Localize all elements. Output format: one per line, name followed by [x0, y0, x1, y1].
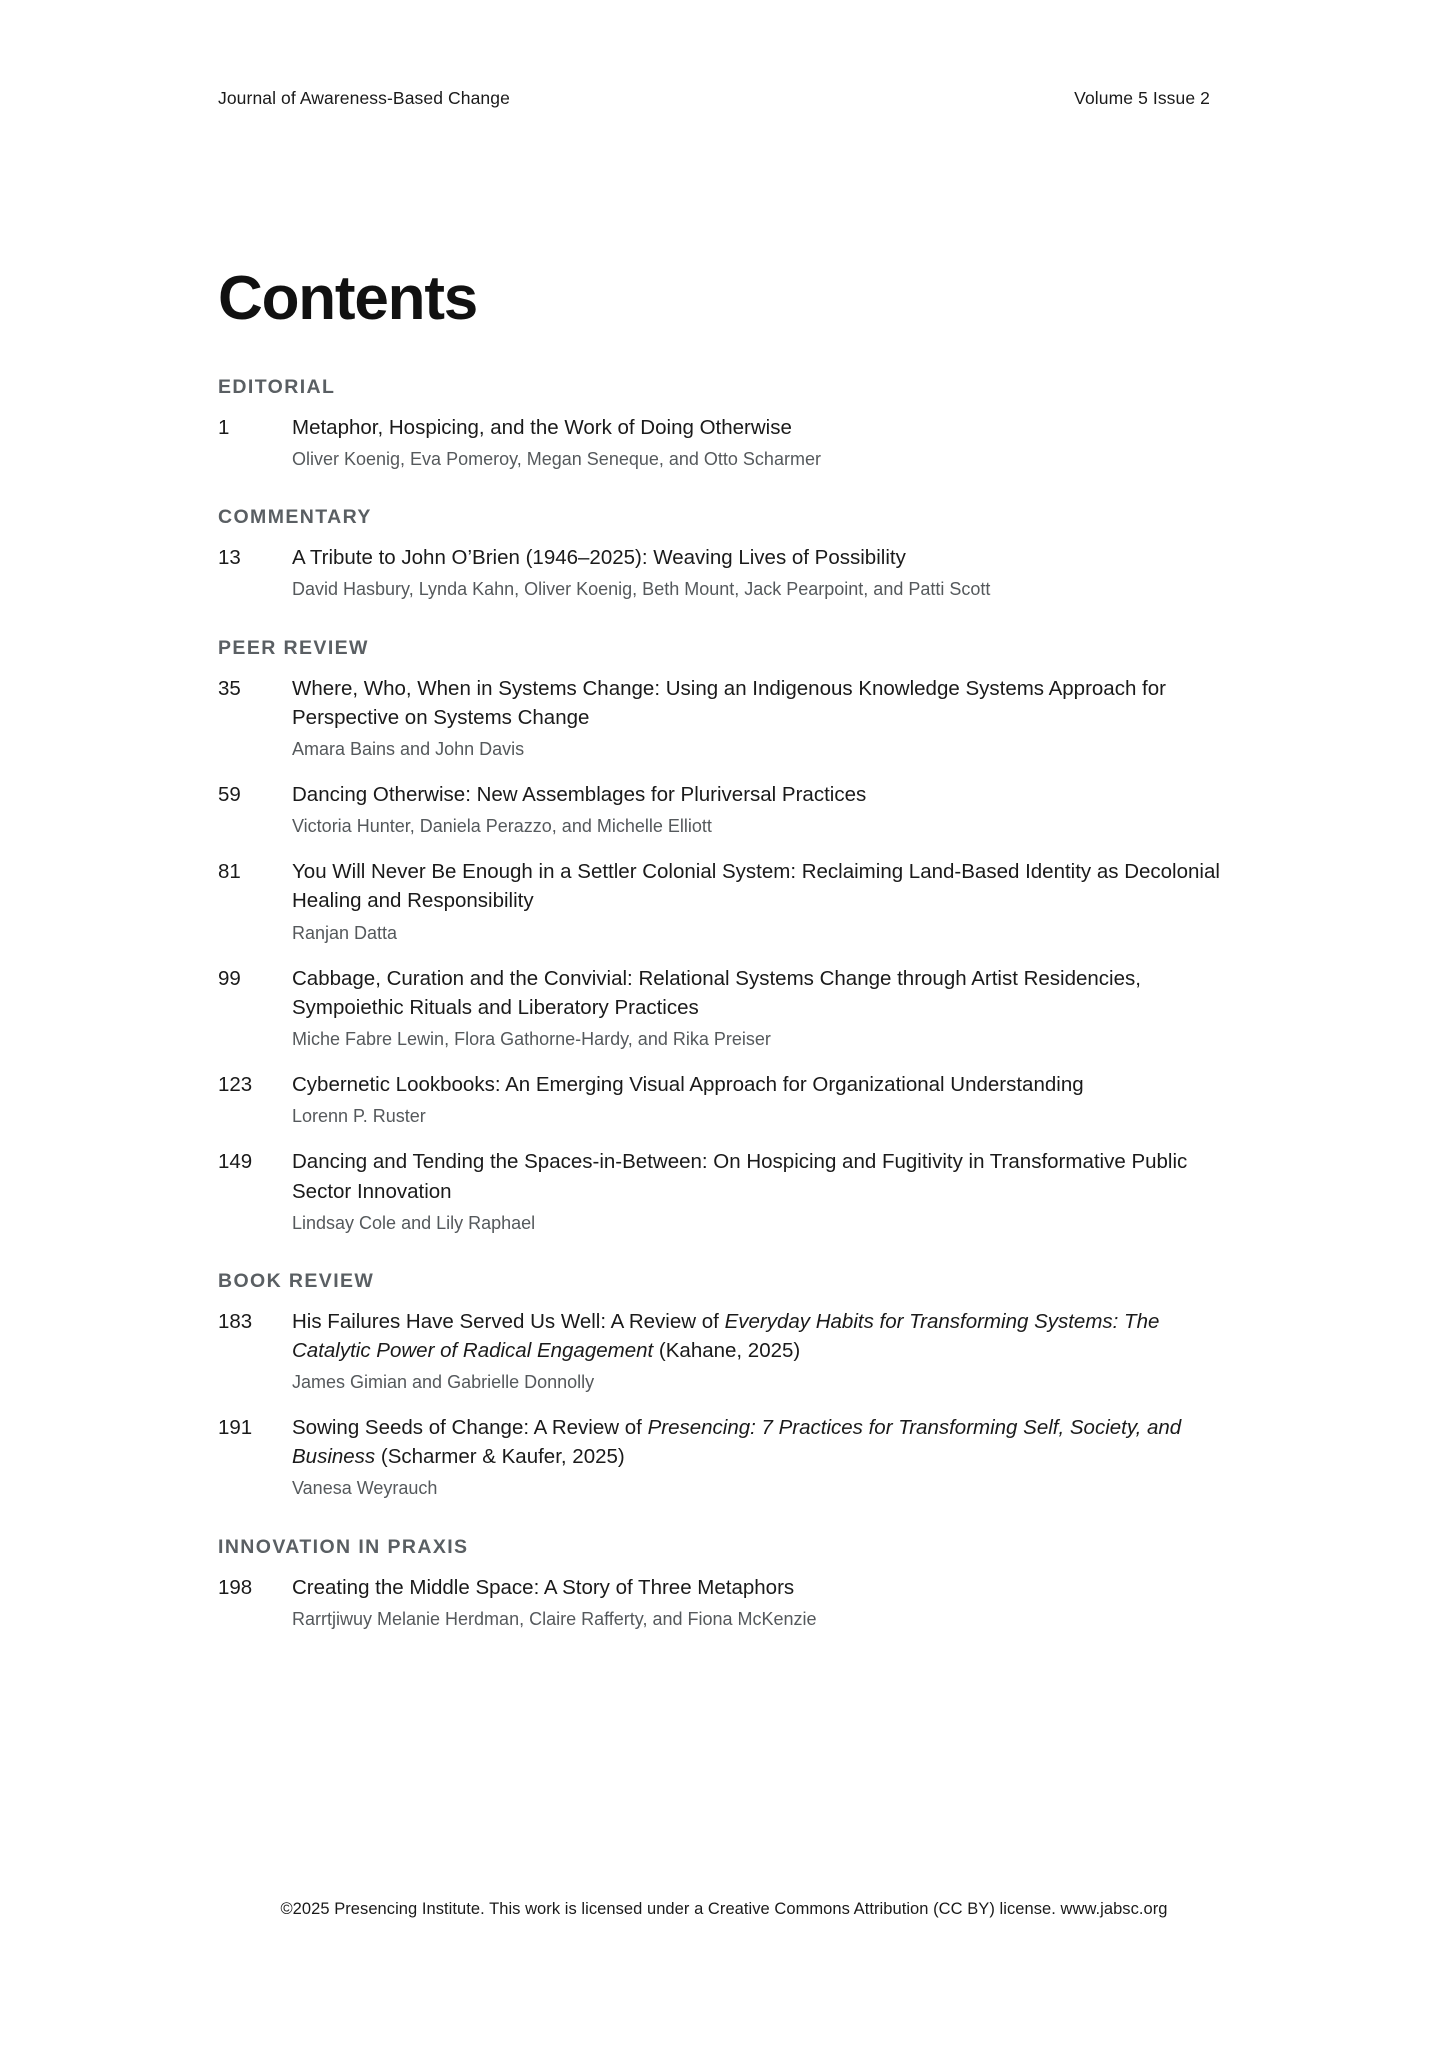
section-heading: EDITORIAL: [218, 376, 336, 398]
toc-sections: [218, 376, 1230, 1632]
entry-authors: Oliver Koenig, Eva Pomeroy, Megan Seneque, and Otto Scharmer: [292, 449, 821, 470]
entry-body: [292, 780, 1230, 839]
entry-body: [292, 857, 1230, 945]
toc-entry[interactable]: [218, 674, 1230, 762]
entry-body: [292, 1147, 1230, 1235]
entry-page-number: 13: [218, 546, 241, 570]
entry-title[interactable]: Dancing and Tending the Spaces-in-Between: On Hospicing and Fugitivity in Transformative Public Sector Innovation: [292, 1150, 1188, 1203]
toc-entry[interactable]: [218, 413, 1230, 472]
toc-entry[interactable]: [218, 1413, 1230, 1501]
entry-page-number: 123: [218, 1073, 253, 1097]
entry-title[interactable]: Where, Who, When in Systems Change: Using an Indigenous Knowledge Systems Approach for Perspective on Systems Change: [292, 676, 1166, 729]
entry-authors: David Hasbury, Lynda Kahn, Oliver Koenig, Beth Mount, Jack Pearpoint, and Patti Scott: [292, 579, 991, 600]
entry-page-number: 1: [218, 416, 230, 439]
entry-body: [292, 1070, 1230, 1129]
entry-body: [292, 1307, 1230, 1395]
entry-page-number: 191: [218, 1416, 253, 1440]
entry-authors: Miche Fabre Lewin, Flora Gathorne-Hardy, and Rika Preiser: [292, 1028, 771, 1049]
section-heading: INNOVATION IN PRAXIS: [218, 1535, 469, 1558]
entry-page-number: 149: [218, 1150, 253, 1174]
page-title: Contents: [218, 264, 478, 333]
entry-title[interactable]: Cybernetic Lookbooks: An Emerging Visual Approach for Organizational Understanding: [292, 1073, 1084, 1097]
entry-body: [292, 674, 1230, 762]
entry-title[interactable]: A Tribute to John O’Brien (1946–2025): Weaving Lives of Possibility: [292, 546, 906, 570]
entry-page-number: 35: [218, 676, 241, 700]
toc-entry[interactable]: [218, 857, 1230, 945]
toc-entry[interactable]: [218, 543, 1230, 602]
entry-title[interactable]: You Will Never Be Enough in a Settler Colonial System: Reclaiming Land-Based Identity as Decolonial Healing and Responsibility: [292, 860, 1220, 913]
volume-issue: Volume 5 Issue 2: [1074, 88, 1210, 108]
entry-authors: Vanesa Weyrauch: [292, 1478, 438, 1499]
entry-title[interactable]: Creating the Middle Space: A Story of Three Metaphors: [292, 1575, 795, 1599]
running-head: [218, 88, 1230, 109]
section-heading: PEER REVIEW: [218, 636, 369, 659]
entry-body: [292, 543, 1230, 602]
entry-body: [292, 413, 1230, 472]
entry-title[interactable]: His Failures Have Served Us Well: A Review of Everyday Habits for Transforming Systems: The Catalytic Power of Radical Engagement (Kahane, 2025): [292, 1309, 1160, 1362]
entry-page-number: 59: [218, 783, 241, 806]
toc-entry[interactable]: [218, 1070, 1230, 1129]
entry-authors: Amara Bains and John Davis: [292, 738, 525, 759]
entry-body: [292, 964, 1230, 1052]
entry-page-number: 99: [218, 966, 241, 990]
entry-authors: Ranjan Datta: [292, 922, 398, 943]
entry-title[interactable]: Cabbage, Curation and the Convivial: Relational Systems Change through Artist Residencies, Sympoiethic Rituals and Liberatory Practices: [292, 966, 1141, 1019]
toc-entry[interactable]: [218, 780, 1230, 839]
toc-entry[interactable]: [218, 1573, 1230, 1632]
copyright-footer: ©2025 Presencing Institute. This work is licensed under a Creative Commons Attribution (CC BY) license. www.jabsc.org: [280, 1900, 1168, 1918]
entry-authors: Rarrtjiwuy Melanie Herdman, Claire Rafferty, and Fiona McKenzie: [292, 1608, 817, 1629]
toc-entry[interactable]: [218, 964, 1230, 1052]
entry-body: [292, 1413, 1230, 1501]
entry-body: [292, 1573, 1230, 1632]
entry-title[interactable]: Dancing Otherwise: New Assemblages for Pluriversal Practices: [292, 783, 867, 806]
entry-title[interactable]: Sowing Seeds of Change: A Review of Presencing: 7 Practices for Transforming Self, Society, and Business (Scharmer & Kaufer, 2025): [292, 1416, 1182, 1469]
entry-authors: Lindsay Cole and Lily Raphael: [292, 1212, 536, 1233]
entry-authors: Victoria Hunter, Daniela Perazzo, and Michelle Elliott: [292, 816, 712, 837]
toc-entry[interactable]: [218, 1307, 1230, 1395]
toc-content: [218, 264, 1230, 1650]
entry-authors: James Gimian and Gabrielle Donnolly: [292, 1372, 595, 1393]
entry-page-number: 81: [218, 860, 241, 884]
entry-page-number: 198: [218, 1575, 253, 1599]
entry-page-number: 183: [218, 1309, 253, 1333]
entry-title[interactable]: Metaphor, Hospicing, and the Work of Doing Otherwise: [292, 416, 792, 439]
section-heading: COMMENTARY: [218, 506, 372, 529]
journal-name: Journal of Awareness-Based Change: [218, 88, 510, 108]
section-heading: BOOK REVIEW: [218, 1269, 375, 1292]
toc-entry[interactable]: [218, 1147, 1230, 1235]
entry-authors: Lorenn P. Ruster: [292, 1106, 426, 1127]
